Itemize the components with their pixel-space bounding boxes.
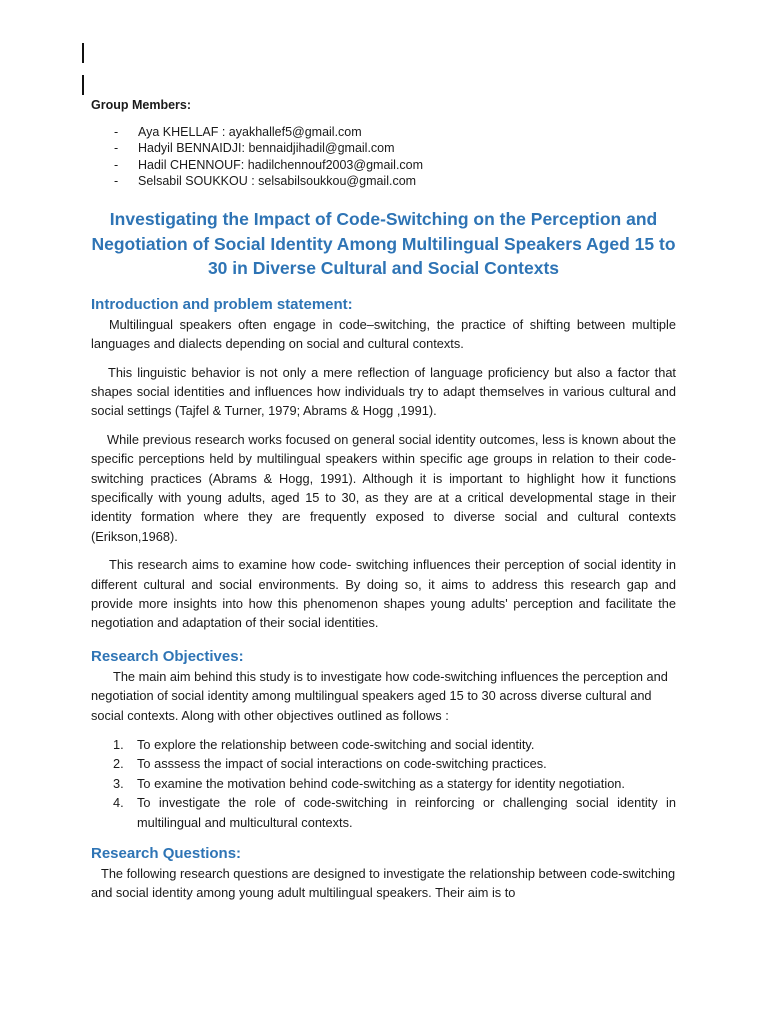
- questions-heading: Research Questions:: [91, 845, 242, 863]
- text-cursor-mark: [82, 75, 84, 95]
- member-entry: Hadyil BENNAIDJI: bennaidjihadil@gmail.com: [138, 141, 395, 156]
- list-number: 1.: [113, 737, 124, 752]
- intro-heading: Introduction and problem statement:: [91, 295, 353, 313]
- objectives-intro: The main aim behind this study is to investigate how code-switching influences the perception and negotiation of social identity among multilingual speakers aged 15 to 30 across diverse cultural and social contexts. Along with other objectives outlined as follows :: [91, 668, 668, 723]
- intro-paragraph: Multilingual speakers often engage in code–switching, the practice of shifting between multiple languages and dialects depending on social and cultural contexts.: [91, 316, 676, 352]
- objectives-heading: Research Objectives:: [91, 647, 244, 665]
- member-entry: Aya KHELLAF : ayakhallef5@gmail.com: [138, 125, 362, 139]
- objective-text: To investigate the role of code-switching in reinforcing or challenging social identity in multilingual and multicultural contexts.: [137, 795, 676, 830]
- objectives-list: [91, 735, 676, 832]
- list-item: [91, 173, 676, 189]
- objective-text: To explore the relationship between code-switching and social identity.: [137, 737, 535, 752]
- objective-text: To asssess the impact of social interactions on code-switching practices.: [137, 756, 547, 772]
- text-cursor-mark: [82, 43, 84, 63]
- bullet-dash: -: [114, 125, 119, 139]
- intro-paragraph: This research aims to examine how code- switching influences their perception of social identity in different cultural and social environments. By doing so, it aims to address this research gap and provide more insights into how this phenomenon shapes young adults' perception and facilitate the negotiation and adaptation of their social identities.: [91, 557, 676, 631]
- bullet-dash: -: [114, 173, 119, 188]
- questions-intro: The following research questions are designed to investigate the relationship between code-switching and social identity among young adult multilingual speakers. Their aim is to: [91, 866, 676, 901]
- bullet-dash: -: [114, 141, 119, 156]
- member-entry: Hadil CHENNOUF: hadilchennouf2003@gmail.com: [138, 157, 424, 172]
- list-item: [91, 124, 676, 140]
- group-members-label: Group Members:: [91, 98, 192, 112]
- list-number: 2.: [113, 756, 124, 772]
- intro-paragraph: This linguistic behavior is not only a mere reflection of language proficiency but also a factor that shapes social identities and influences how individuals try to adapt themselves in various cultural and social settings (Tajfel & Turner, 1979; Abrams & Hogg ,1991).: [91, 364, 676, 419]
- intro-paragraph: While previous research works focused on general social identity outcomes, less is known about the specific perceptions held by multilingual speakers within specific age groups in relation to their code-switching practices (Abrams & Hogg, 1991). Although it is important to highlight how it functions specifically with young adults, aged 15 to 30, as they are at a critical developmental stage in their identity formation where they are frequently exposed to diverse social and cultural contexts (Erikson,1968).: [91, 431, 676, 544]
- document-page: [91, 98, 676, 912]
- list-item: [91, 793, 676, 832]
- list-item: [91, 754, 676, 773]
- list-item: [91, 157, 676, 173]
- document-title: Investigating the Impact of Code-Switching on the Perception and Negotiation of Social Identity Among Multilingual Speakers Aged 15 to 30 in Diverse Cultural and Social Contexts: [91, 209, 676, 279]
- member-entry: Selsabil SOUKKOU : selsabilsoukkou@gmail.com: [138, 173, 417, 188]
- list-item: [91, 735, 676, 754]
- list-item: [91, 774, 676, 793]
- members-list: [91, 124, 676, 189]
- list-number: 4.: [113, 795, 124, 811]
- bullet-dash: -: [114, 157, 119, 172]
- list-number: 3.: [113, 775, 124, 791]
- objective-text: To examine the motivation behind code-switching as a statergy for identity negotiation.: [137, 775, 625, 791]
- list-item: [91, 140, 676, 156]
